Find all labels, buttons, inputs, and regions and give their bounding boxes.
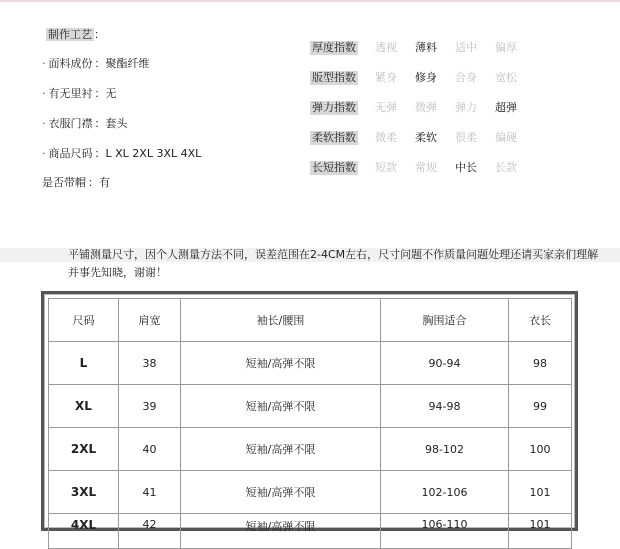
cell-bust: 98-102 xyxy=(381,428,509,471)
rating-option: 适中 xyxy=(455,41,477,54)
spec-key: 面料成份 xyxy=(48,57,93,70)
cell-length: 100 xyxy=(509,428,572,471)
cell-bust: 102-106 xyxy=(381,471,509,514)
spec-key: 衣服门襟 xyxy=(48,117,93,130)
cell-size: L xyxy=(49,342,119,385)
table-row xyxy=(49,471,572,514)
spec-key: 是否带帽 xyxy=(42,176,86,189)
header-shoulder: 肩宽 xyxy=(119,299,181,342)
cell-size: 2XL xyxy=(49,428,119,471)
cell-bust: 94-98 xyxy=(381,385,509,428)
rating-label: 厚度指数 xyxy=(312,41,356,54)
table-header-row xyxy=(49,299,572,342)
spec-value: 有 xyxy=(99,176,110,189)
cell-size: 3XL xyxy=(49,471,119,514)
size-table xyxy=(48,298,572,549)
cell-sleeve-waist: 短袖/高弹不限 xyxy=(181,471,381,514)
rating-option-selected: 超弹 xyxy=(495,101,517,114)
spec-value: L XL 2XL 3XL 4XL xyxy=(105,147,202,160)
spec-hood: 是否带帽 ：有 xyxy=(42,176,110,189)
header-length: 衣长 xyxy=(509,299,572,342)
cell-sleeve-waist: 短袖/高弹不限 xyxy=(181,342,381,385)
header-sleeve-waist: 袖长/腰围 xyxy=(181,299,381,342)
spec-value: 套头 xyxy=(105,117,128,130)
cell-sleeve-waist: 短袖/高弹不限 xyxy=(181,385,381,428)
rating-label: 柔软指数 xyxy=(312,131,356,144)
rating-option: 宽松 xyxy=(495,71,517,84)
rating-option: 微柔 xyxy=(375,131,397,144)
rating-option-selected: 中长 xyxy=(455,161,477,174)
spec-value: 无 xyxy=(105,87,117,100)
spec-key: 制作工艺 xyxy=(48,28,92,41)
cell-bust: 90-94 xyxy=(381,342,509,385)
cell-shoulder: 38 xyxy=(119,342,181,385)
cell-shoulder: 39 xyxy=(119,385,181,428)
table-row xyxy=(49,385,572,428)
cell-shoulder: 40 xyxy=(119,428,181,471)
rating-label: 版型指数 xyxy=(312,71,356,84)
rating-option-selected: 修身 xyxy=(415,71,437,84)
spec-fabric: · 面料成份 ：聚酯纤维 xyxy=(42,57,150,70)
rating-option: 弹力 xyxy=(455,101,477,114)
rating-label: 长短指数 xyxy=(312,161,356,174)
cell-size: XL xyxy=(49,385,119,428)
cell-length: 101 xyxy=(509,514,572,549)
table-row xyxy=(49,342,572,385)
rating-option: 合身 xyxy=(455,71,477,84)
cell-length: 98 xyxy=(509,342,572,385)
notice-line-1: 平铺测量尺寸，因个人测量方法不同，误差范围在2-4CM左右，尺寸问题不作质量问题处理还请买家亲们理解 xyxy=(68,248,599,261)
spec-key: 商品尺码 xyxy=(48,147,93,160)
spec-lining: · 有无里衬 ：无 xyxy=(42,87,117,100)
cell-size: 4XL xyxy=(49,514,119,549)
rating-option: 偏硬 xyxy=(495,131,517,144)
top-divider xyxy=(0,0,620,2)
header-size: 尺码 xyxy=(49,299,119,342)
rating-option-selected: 薄料 xyxy=(415,41,437,54)
rating-option: 很柔 xyxy=(455,131,477,144)
header-bust: 胸围适合 xyxy=(381,299,509,342)
cell-bust: 106-110 xyxy=(381,514,509,549)
table-row xyxy=(49,514,572,549)
rating-option-selected: 柔软 xyxy=(415,131,437,144)
cell-length: 101 xyxy=(509,471,572,514)
table-row xyxy=(49,428,572,471)
notice-line-2: 并事先知晓，谢谢！ xyxy=(68,266,167,279)
spec-value: 聚酯纤维 xyxy=(105,57,150,70)
rating-option: 短款 xyxy=(375,161,397,174)
cell-shoulder: 41 xyxy=(119,471,181,514)
rating-label: 弹力指数 xyxy=(312,101,356,114)
cell-shoulder: 42 xyxy=(119,514,181,549)
cell-sleeve-waist: 短袖/高弹不限 xyxy=(181,428,381,471)
rating-option: 透视 xyxy=(375,41,397,54)
rating-option: 微弹 xyxy=(415,101,437,114)
spec-craft: 制作工艺 ： xyxy=(48,28,105,41)
cell-sleeve-waist: 短袖/高弹不限 xyxy=(181,514,381,549)
spec-placket: · 衣服门襟 ：套头 xyxy=(42,117,128,130)
spec-key: 有无里衬 xyxy=(48,87,93,100)
rating-option: 紧身 xyxy=(375,71,397,84)
cell-length: 99 xyxy=(509,385,572,428)
rating-option: 偏厚 xyxy=(495,41,517,54)
rating-option: 长款 xyxy=(495,161,517,174)
rating-option: 常规 xyxy=(415,161,437,174)
rating-option: 无弹 xyxy=(375,101,397,114)
size-table-frame xyxy=(41,291,578,531)
spec-sizes: · 商品尺码 ：L XL 2XL 3XL 4XL xyxy=(42,147,202,160)
